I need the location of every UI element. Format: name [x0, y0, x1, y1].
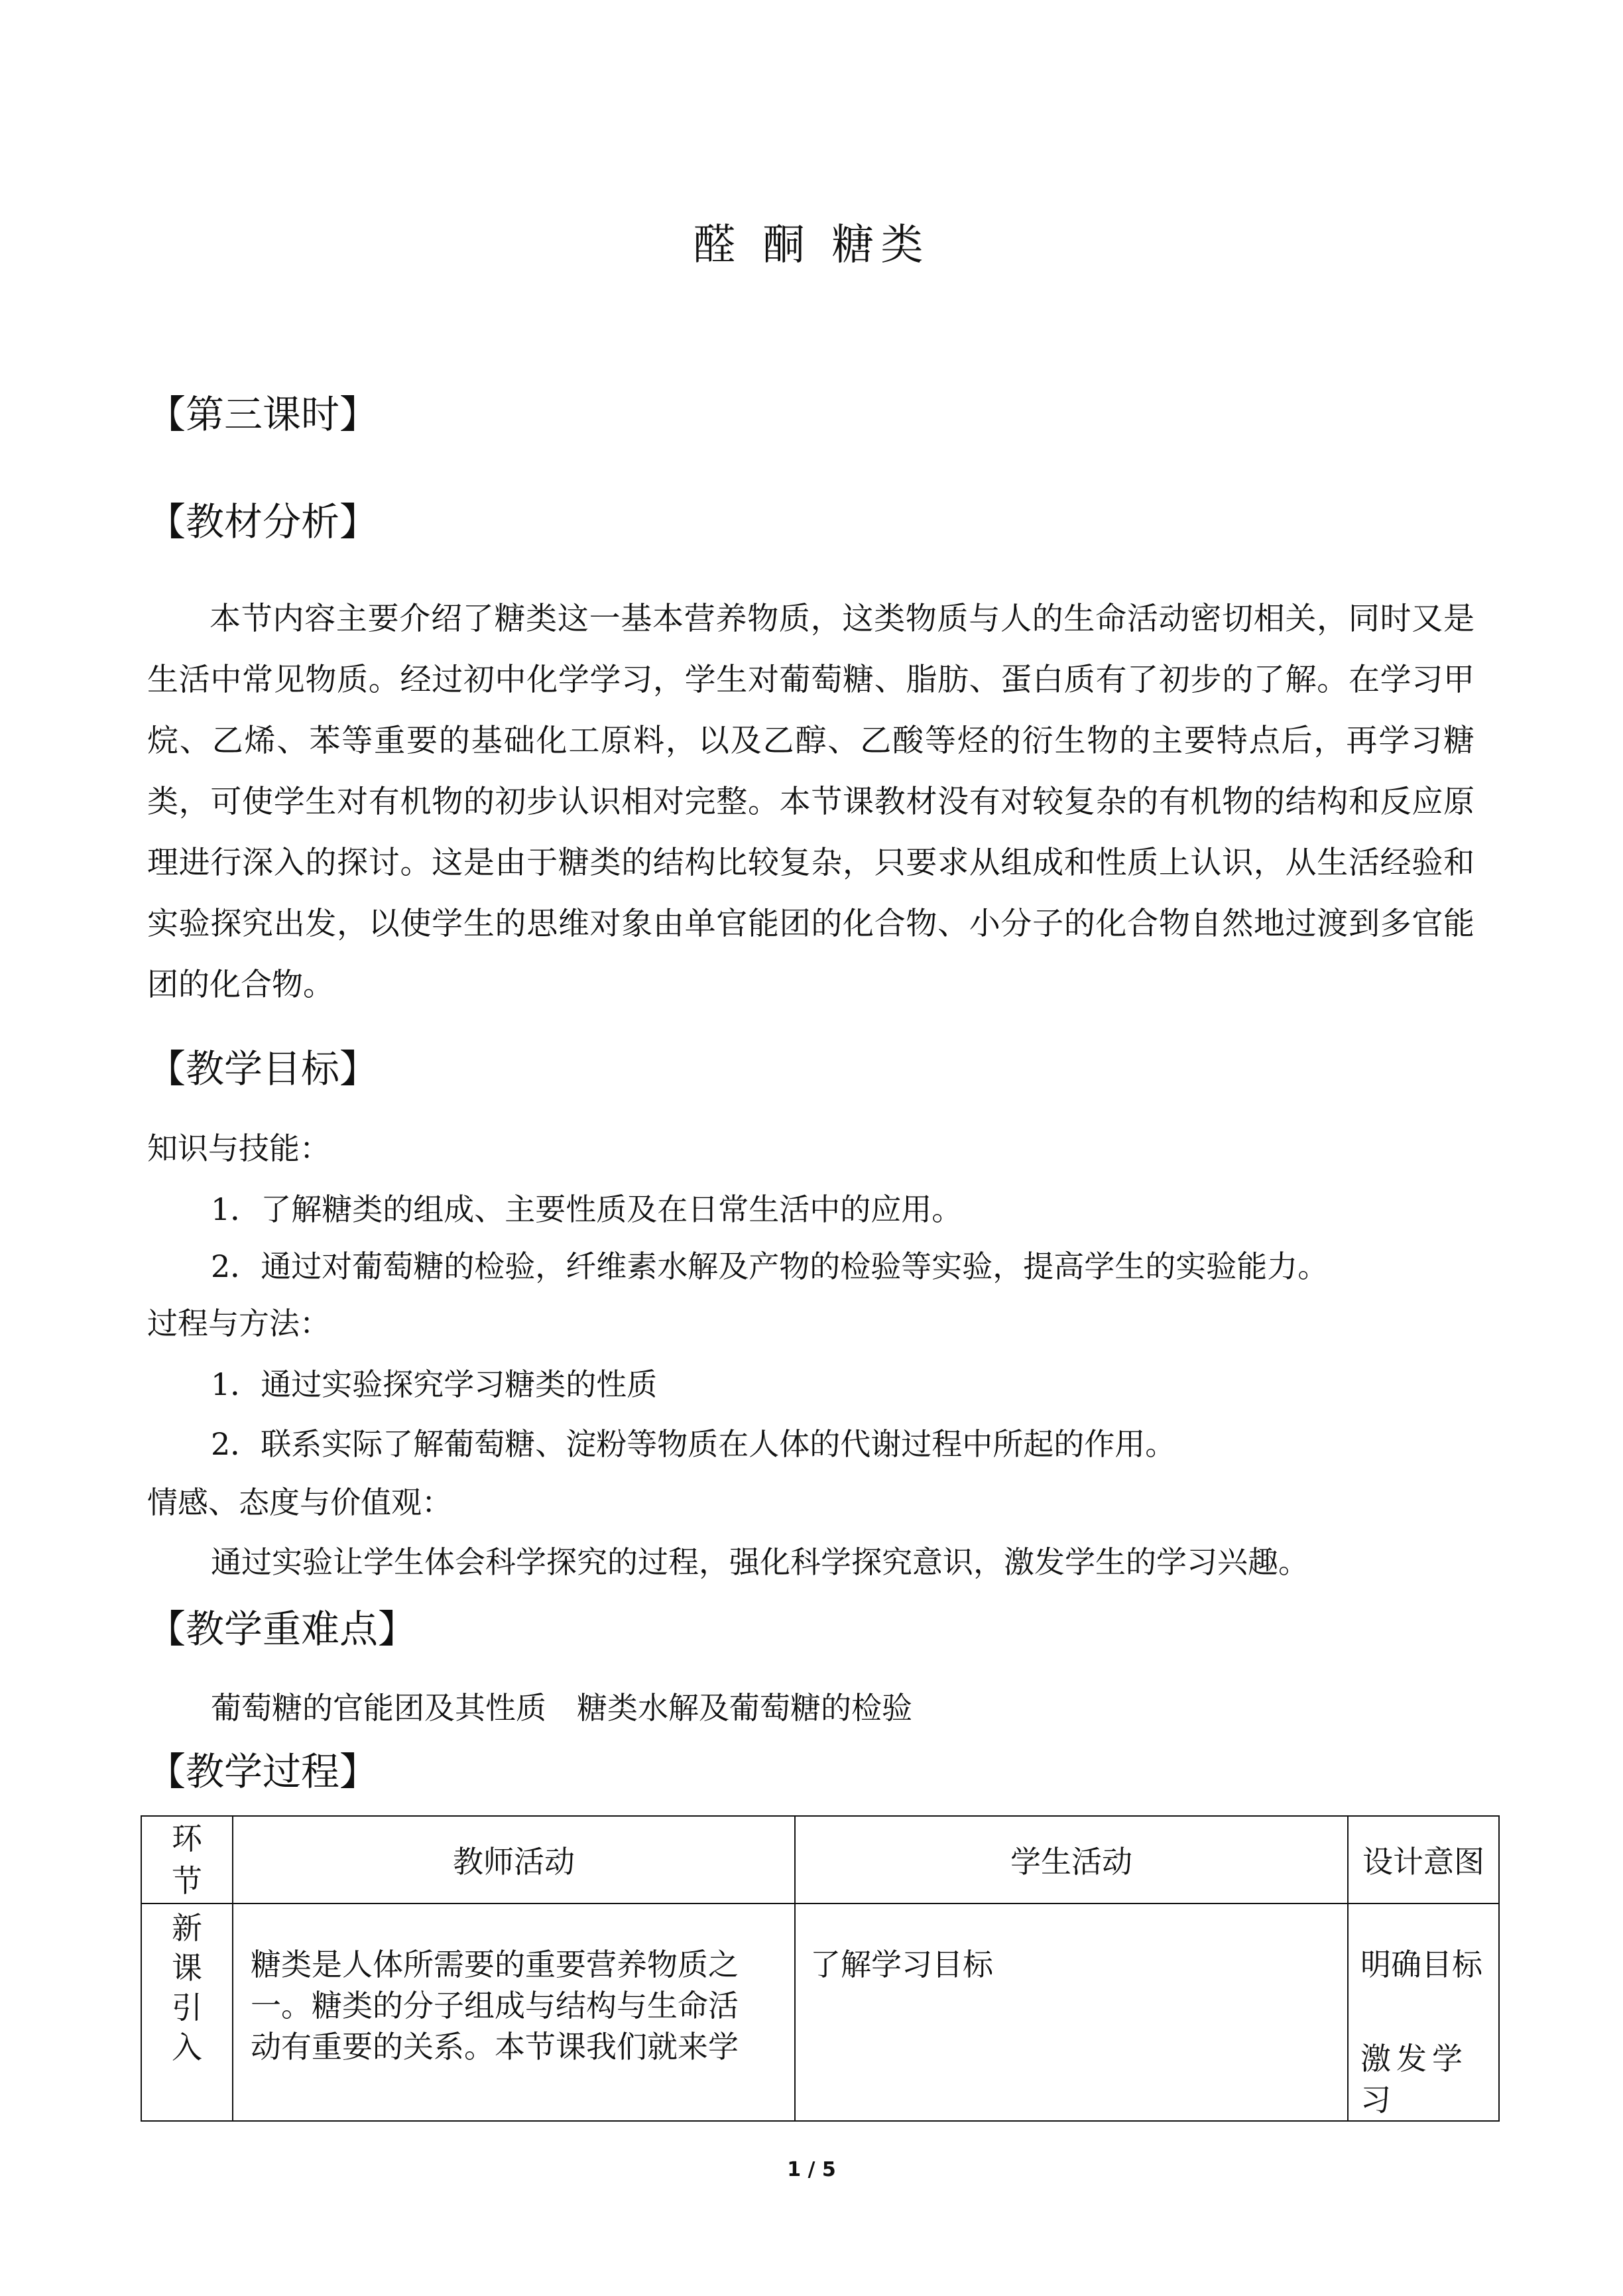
intent-line: 激发学习 — [1360, 2041, 1468, 2118]
analysis-paragraph — [147, 589, 1474, 1016]
row-stage-char: 课 — [172, 1950, 202, 1986]
header-stage-char: 环 — [172, 1821, 202, 1856]
header-stage-char: 节 — [172, 1863, 202, 1899]
emotion-label: 情感、态度与价值观： — [147, 1484, 452, 1520]
page-title: 醛 酮 糖类 — [693, 221, 930, 270]
process-item-1: 1．通过实验探究学习糖类的性质 — [211, 1366, 658, 1402]
emotion-text: 通过实验让学生体会科学探究的过程，强化科学探究意识，激发学生的学习兴趣。 — [211, 1544, 1309, 1580]
header-stage — [141, 1816, 233, 1903]
row-design-intent — [1348, 1903, 1499, 2121]
row-stage-char: 引 — [172, 1990, 202, 2025]
header-intent: 设计意图 — [1348, 1816, 1499, 1903]
knowledge-item-1: 1．了解糖类的组成、主要性质及在日常生活中的应用。 — [211, 1191, 963, 1227]
table-header-row — [141, 1816, 1499, 1903]
analysis-text: 本节内容主要介绍了糖类这一基本营养物质，这类物质与人的生命活动密切相关，同时又是生活中常见物质。经过初中化学学习，学生对葡萄糖、脂肪、蛋白质有了初步的了解。在学习甲烷、乙烯、苯等重要的基础化工原料，以及乙醇、乙酸等烃的衍生物的主要特点后，再学习糖类，可使学生对有机物的初步认识相对完整。本节课教材没有对较复杂的有机物的结构和反应原理进行深入的探讨。这是由于糖类的结构比较复杂，只要求从组成和性质上认识，从生活经验和实验探究出发，以使学生的思维对象由单官能团的化合物、小分子的化合物自然地过渡到多官能团的化合物。 — [147, 601, 1474, 1003]
row-stage-char: 新 — [172, 1910, 202, 1946]
procedure-heading: 【教学过程】 — [147, 1749, 379, 1794]
key-points-text: 葡萄糖的官能团及其性质 糖类水解及葡萄糖的检验 — [211, 1690, 912, 1726]
teacher-line: 糖类是人体所需要的重要营养物质之 — [251, 1947, 739, 1982]
process-item-2: 2．联系实际了解葡萄糖、淀粉等物质在人体的代谢过程中所起的作用。 — [211, 1426, 1176, 1462]
procedure-table — [141, 1815, 1500, 2122]
row-teacher-activity — [233, 1903, 795, 2121]
process-label: 过程与方法： — [147, 1305, 330, 1341]
student-line: 了解学习目标 — [810, 1947, 993, 1982]
intent-line: 明确目标 — [1360, 1947, 1482, 1982]
knowledge-label: 知识与技能： — [147, 1130, 330, 1166]
goals-heading: 【教学目标】 — [147, 1046, 379, 1091]
lesson-heading: 【第三课时】 — [147, 392, 379, 437]
row-student-activity — [795, 1903, 1348, 2121]
key-points-heading: 【教学重难点】 — [147, 1606, 417, 1652]
page-number: 1 / 5 — [787, 2158, 836, 2181]
knowledge-item-2: 2．通过对葡萄糖的检验，纤维素水解及产物的检验等实验，提高学生的实验能力。 — [211, 1248, 1329, 1284]
row-stage — [141, 1903, 233, 2121]
header-student: 学生活动 — [795, 1816, 1348, 1903]
analysis-heading: 【教材分析】 — [147, 499, 379, 544]
header-teacher: 教师活动 — [233, 1816, 795, 1903]
row-stage-char: 入 — [172, 2029, 202, 2065]
teacher-line: 动有重要的关系。本节课我们就来学 — [251, 2029, 739, 2065]
teacher-line: 一。糖类的分子组成与结构与生命活 — [251, 1988, 739, 2024]
table-row — [141, 1903, 1499, 2121]
